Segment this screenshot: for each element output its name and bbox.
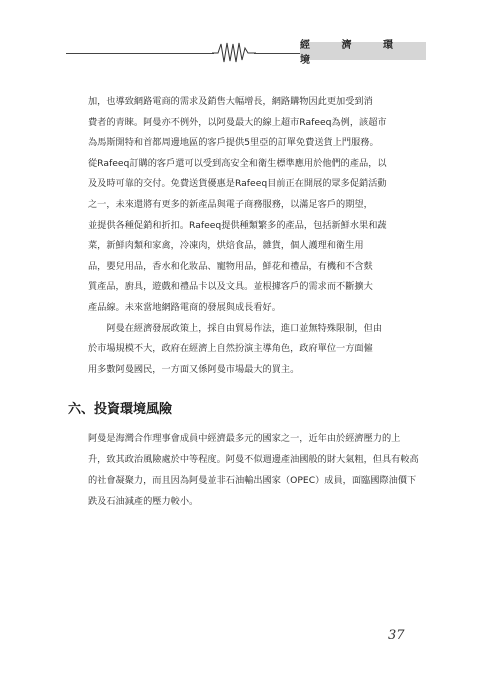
- text-line: 升，致其政治風險處於中等程度。阿曼不似週邊產油國般的財大氣粗，但具有較高: [88, 454, 419, 465]
- section-heading: 六、投資環境風險: [68, 402, 173, 417]
- text-line: 加，也導致網路電商的需求及銷售大幅增長，網路購物因此更加受到消: [88, 96, 373, 107]
- text-line: 為馬斯開特和首都周邊地區的客戶提供5里亞的訂單免費送貨上門服務。: [88, 137, 379, 149]
- text-line: 阿曼在經濟發展政策上，採自由貿易作法，進口並無特殊限制，但由: [88, 322, 382, 334]
- text-line: 從Rafeeq訂購的客戶還可以受到高安全和衛生標準應用於他們的產品，以: [88, 157, 387, 169]
- text-line: 產品線。未來當地網路電商的發展與成長看好。: [88, 301, 281, 313]
- text-line: 跌及石油減產的壓力較小。: [88, 496, 199, 507]
- text-line: 品，嬰兒用品，香水和化妝品、寵物用品，鮮花和禮品，有機和不含麩: [88, 260, 373, 272]
- paragraph-3: [88, 428, 424, 512]
- text-line: 及及時可靠的交付。免費送貨優惠是Rafeeq目前正在開展的眾多促銷活動: [88, 178, 387, 190]
- header-line-right: [254, 53, 306, 54]
- text-line: 之一，未來還將有更多的新產品與電子商務服務，以滿足客戶的期望，: [88, 198, 373, 210]
- text-line: 於市場規模不大，政府在經濟上自然扮演主導角色，政府單位一方面僱: [88, 343, 373, 355]
- section-title-tab: [300, 40, 426, 66]
- text-line: 費者的青睞。阿曼亦不例外，以阿曼最大的線上超市Rafeeq為例，該超市: [88, 116, 387, 128]
- text-line: 菜，新鮮肉類和家禽，冷凍肉，烘焙食品，雜貨，個人護理和衛生用: [88, 240, 364, 252]
- heartbeat-line-icon: [212, 40, 256, 64]
- text-line: 阿曼是海灣合作理事會成員中經濟最多元的國家之一，近年由於經濟壓力的上: [88, 433, 401, 444]
- page-number: 37: [388, 628, 405, 643]
- text-line: 並提供各種促銷和折扣。Rafeeq提供種類繁多的產品，包括新鮮水果和蔬: [88, 219, 387, 231]
- paragraph-1: [88, 92, 420, 380]
- text-line: 的社會凝聚力，而且因為阿曼並非石油輸出國家（OPEC）成員，面臨國際油價下: [88, 475, 417, 486]
- text-line: 用多數阿曼國民，一方面又係阿曼市場最大的買主。: [88, 363, 300, 375]
- section-title: 經 濟 環 境: [300, 40, 407, 66]
- header-line-left: [66, 53, 214, 54]
- text-line: 質產品，廚具，遊戲和禮品卡以及文具。並根據客戶的需求而不斷擴大: [88, 281, 373, 293]
